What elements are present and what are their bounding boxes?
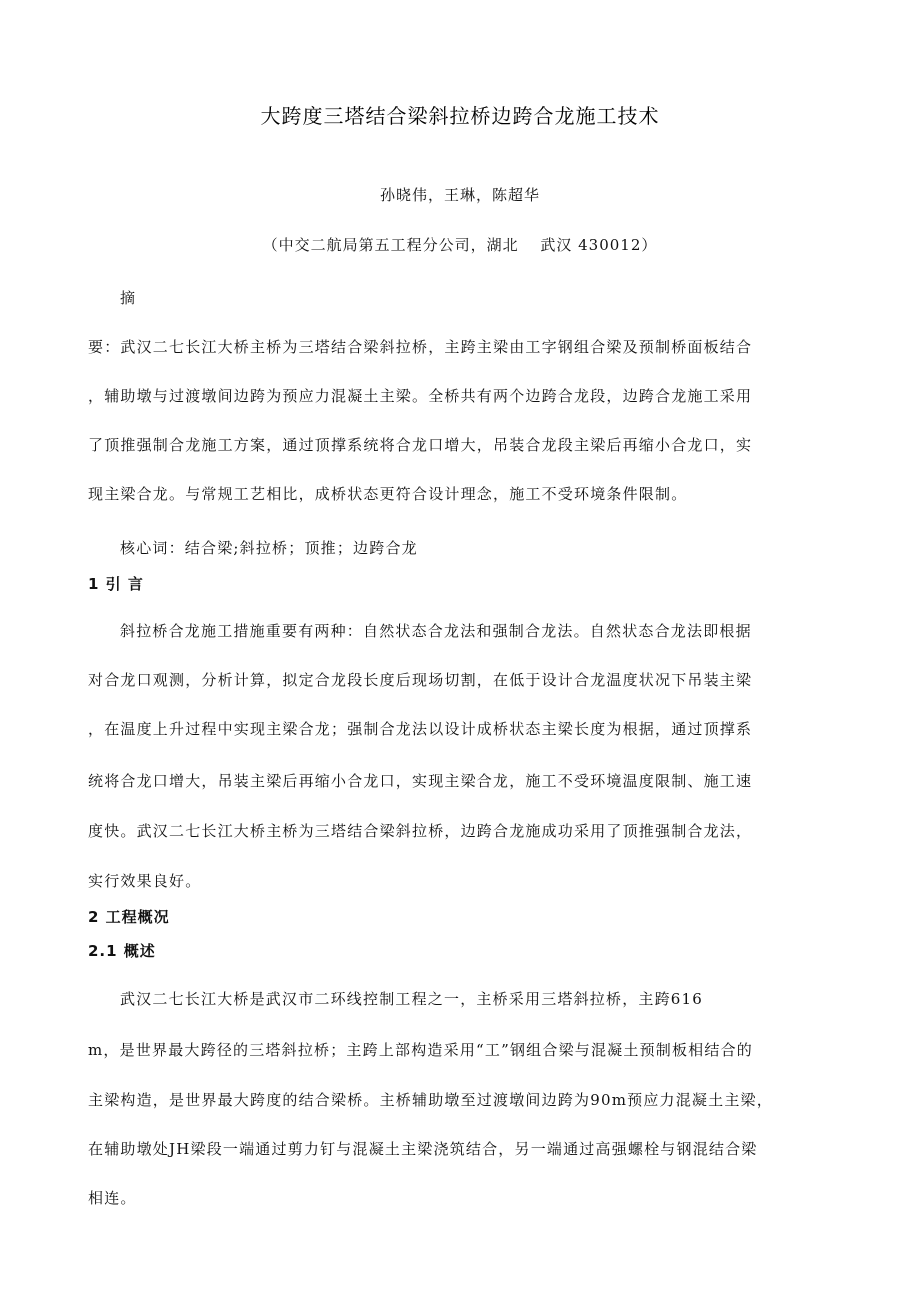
abstract-label: 摘 bbox=[120, 289, 137, 307]
paragraph-line: 统将合龙口增大，吊装主梁后再缩小合龙口，实现主梁合龙，施工不受环境温度限制、施工速 bbox=[88, 772, 753, 790]
paragraph-line: 相连。 bbox=[88, 1189, 137, 1207]
abstract-line: 了顶推强制合龙施工方案，通过顶撑系统将合龙口增大，吊装合龙段主梁后再缩小合龙口，实 bbox=[88, 436, 753, 454]
paragraph-line: 在辅助墩处JH梁段一端通过剪力钉与混凝土主梁浇筑结合，另一端通过高强螺栓与钢混结合梁 bbox=[88, 1140, 758, 1158]
paragraph-line: ，在温度上升过程中实现主梁合龙；强制合龙法以设计成桥状态主梁长度为根据，通过顶撑系 bbox=[88, 720, 753, 738]
paragraph-line: 武汉二七长江大桥是武汉市二环线控制工程之一，主桥采用三塔斜拉桥，主跨616 bbox=[120, 990, 704, 1008]
paragraph-line: 实行效果良好。 bbox=[88, 872, 202, 890]
section-2-1-heading: 2.1 概述 bbox=[88, 942, 156, 960]
paragraph-line: 斜拉桥合龙施工措施重要有两种：自然状态合龙法和强制合龙法。自然状态合龙法即根据 bbox=[120, 622, 752, 640]
paragraph-line: 主梁构造，是世界最大跨度的结合梁桥。主桥辅助墩至过渡墩间边跨为90m预应力混凝土主梁， bbox=[88, 1091, 773, 1109]
authors: 孙晓伟，王琳，陈超华 bbox=[379, 186, 540, 204]
abstract-line: ，辅助墩与过渡墩间边跨为预应力混凝土主梁。全桥共有两个边跨合龙段，边跨合龙施工采用 bbox=[88, 387, 753, 405]
section-1-heading: 1 引 言 bbox=[88, 575, 144, 593]
paragraph-line: 对合龙口观测，分析计算，拟定合龙段长度后现场切割，在低于设计合龙温度状况下吊装主梁 bbox=[88, 671, 753, 689]
paragraph-line: m，是世界最大跨径的三塔斜拉桥；主跨上部构造采用“工”钢组合梁与混凝土预制板相结合的 bbox=[88, 1041, 753, 1059]
section-2-heading: 2 工程概况 bbox=[88, 908, 170, 926]
abstract-line: 现主梁合龙。与常规工艺相比，成桥状态更符合设计理念，施工不受环境条件限制。 bbox=[88, 485, 688, 503]
keywords: 核心词：结合梁;斜拉桥；顶推；边跨合龙 bbox=[120, 539, 418, 557]
paper-title: 大跨度三塔结合梁斜拉桥边跨合龙施工技术 bbox=[260, 104, 660, 128]
affiliation: （中交二航局第五工程分公司，湖北 武汉 430012） bbox=[262, 236, 658, 254]
abstract-line: 要：武汉二七长江大桥主桥为三塔结合梁斜拉桥，主跨主梁由工字钢组合梁及预制桥面板结合 bbox=[88, 338, 753, 356]
paragraph-line: 度快。武汉二七长江大桥主桥为三塔结合梁斜拉桥，边跨合龙施成功采用了顶推强制合龙法， bbox=[88, 822, 753, 840]
